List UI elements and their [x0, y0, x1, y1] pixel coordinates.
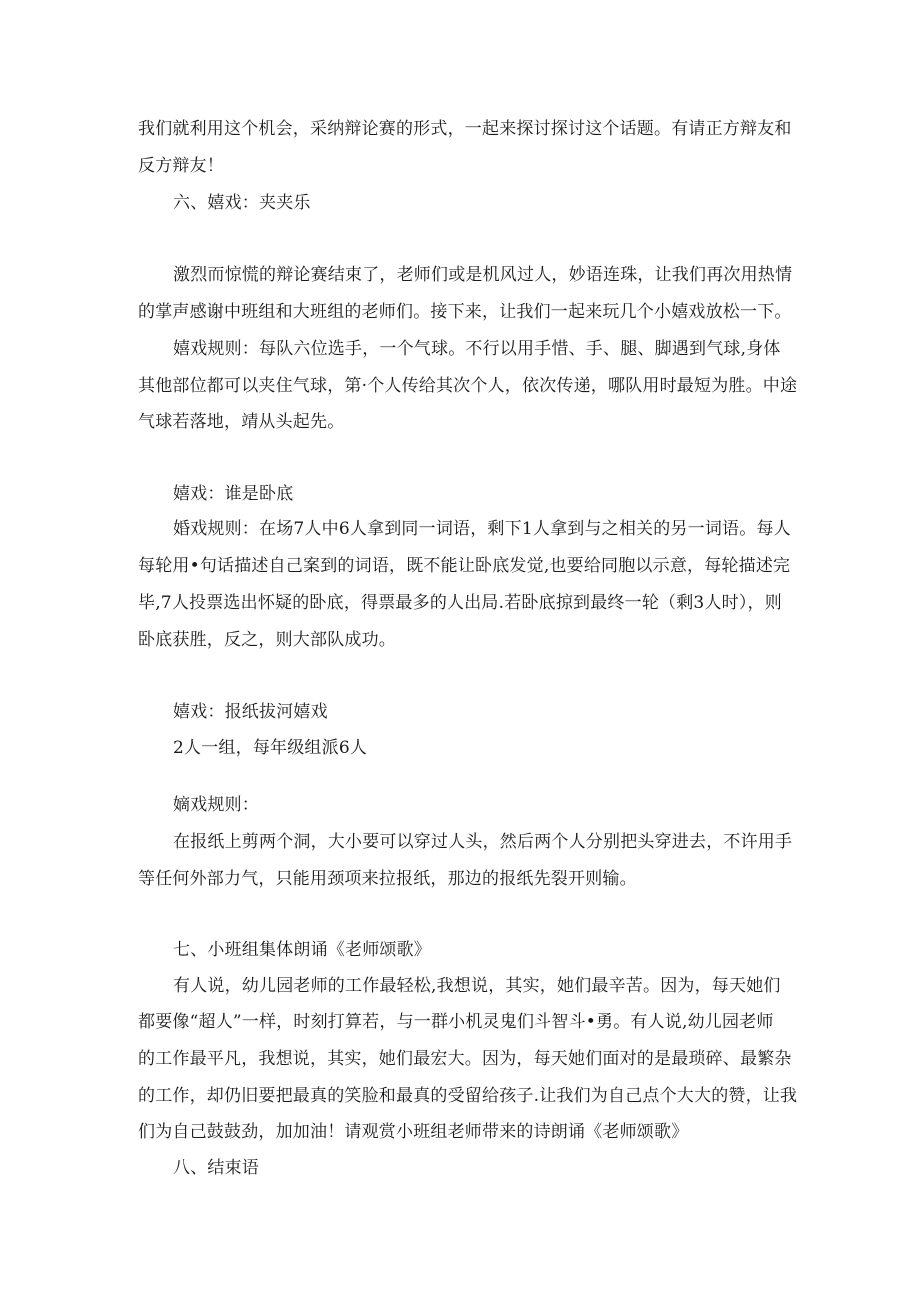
section-7-heading: 七、小班组集体朗诵《老师颂歌》 [173, 940, 431, 960]
intro-paragraph-line-2: 反方辩友！ [138, 156, 224, 176]
debate-summary-line-1: 激烈而惊慌的辩论赛结束了，老师们或是机风过人，妙语连珠，让我们再次用热情 [173, 265, 793, 285]
recital-line-1: 有人说，幼儿园老师的工作最轻松,我想说，其实，她们最辛苦。因为，每天她们 [173, 976, 781, 996]
recital-line-3: 的工作最平凡，我想说，其实，她们最宏大。因为，每天她们面对的是最琐碎、最繁杂 [138, 1049, 792, 1069]
intro-paragraph-line-1: 我们就利用这个机会，采纳辩论赛的形式，一起来探讨探讨这个话题。有请正方辩友和 [138, 119, 792, 139]
game3-grouping: 2人一组，每年级组派6人 [173, 738, 368, 758]
game3-rules-line-1: 在报纸上剪两个洞，大小要可以穿过人头，然后两个人分别把头穿进去，不许用手 [173, 832, 793, 852]
game3-rules-line-2: 等任何外部力气，只能用颈项来拉报纸，那边的报纸先裂开则输。 [138, 869, 637, 889]
game2-rules-line-4: 卧底获胜，反之，则大部队成功。 [138, 630, 396, 650]
recital-line-5: 们为自己鼓鼓劲，加加油！请观赏小班组老师带来的诗朗诵《老师颂歌》 [138, 1122, 689, 1142]
game2-rules-line-2: 每轮用•句话描述自己案到的词语，既不能让卧底发觉,也要给同胞以示意，每轮描述完 [138, 556, 791, 576]
section-6-heading: 六、嬉戏：夹夹乐 [173, 193, 311, 213]
game2-heading: 嬉戏：谁是卧底 [173, 484, 294, 504]
recital-line-4: 的工作，却仍旧要把最真的笑脸和最真的受留给孩子.让我们为自己点个大大的赞，让我 [138, 1086, 798, 1106]
game3-rules-heading: 嫡戏规则： [173, 795, 259, 815]
section-8-heading: 八、结束语 [173, 1158, 259, 1178]
game2-rules-line-1: 婚戏规则：在场7人中6人拿到同一词语，剩下1人拿到与之相关的另一词语。每人 [173, 519, 791, 539]
game1-rules-line-1: 嬉戏规则：每队六位选手，一个气球。不行以用手惜、手、腿、脚遇到气球,身体 [173, 339, 781, 359]
game1-rules-line-2: 其他部位都可以夹住气球，第·个人传给其次个人，依次传递，哪队用时最短为胜。中途 [138, 376, 798, 396]
recital-line-2: 都要像“超人”一样，时刻打算若，与一群小机灵鬼们斗智斗•勇。有人说,幼儿园老师 [138, 1012, 774, 1032]
debate-summary-line-2: 的掌声感谢中班组和大班组的老师们。接下来，让我们一起来玩几个小嬉戏放松一下。 [138, 302, 792, 322]
game1-rules-line-3: 气球若落地，靖从头起先。 [138, 412, 345, 432]
game2-rules-line-3: 毕,7人投票选出怀疑的卧底，得票最多的人出局.若卧底掠到最终一轮（剩3人时），则 [138, 593, 782, 613]
game3-heading: 嬉戏：报纸拔河嬉戏 [173, 702, 328, 722]
